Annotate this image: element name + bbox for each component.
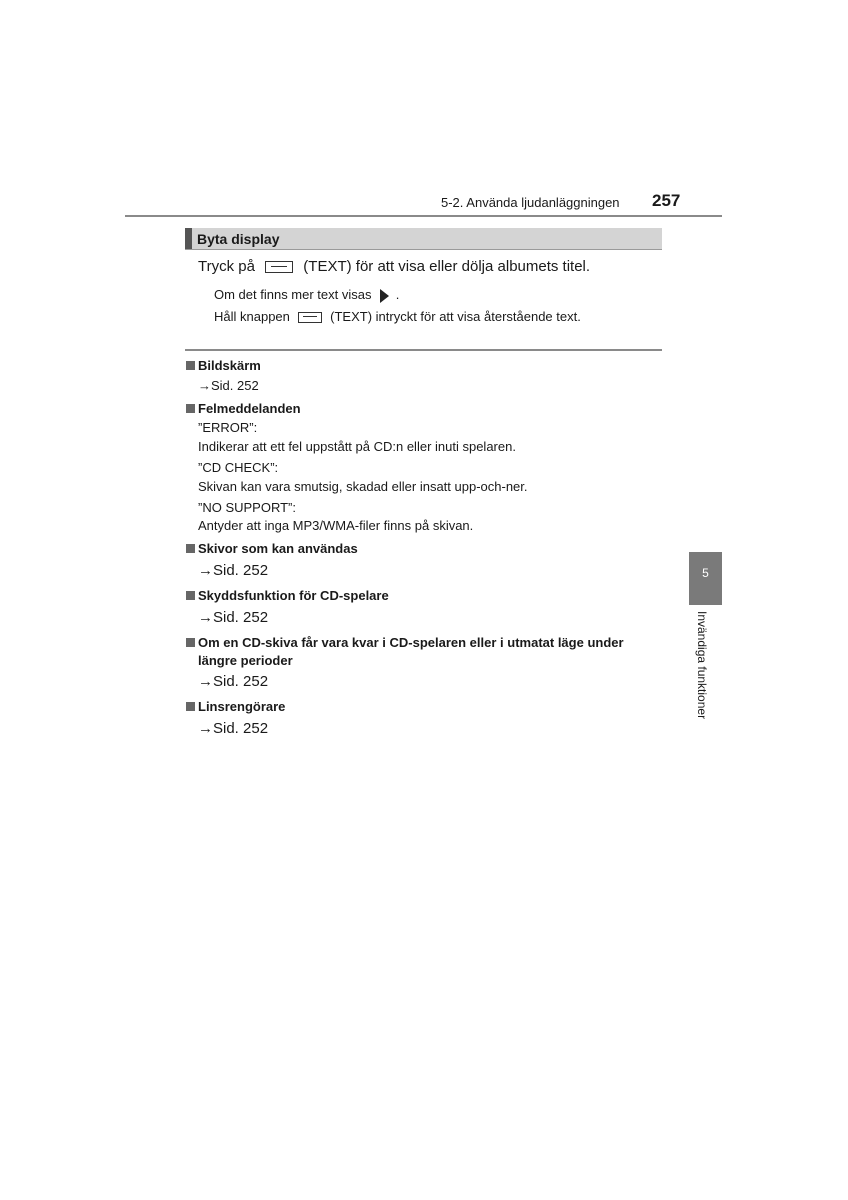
item-heading-bildskarm — [186, 358, 261, 373]
no-support-description: Antyder att inga MP3/WMA-filer finns på skivan. — [198, 518, 474, 533]
error-description: Indikerar att ett fel uppstått på CD:n eller inuti spelaren. — [198, 439, 516, 454]
running-header-section: 5-2. Använda ljudanläggningen — [441, 195, 620, 210]
note1-pre: Om det finns mer text visas — [214, 287, 372, 302]
instruction-post: (TEXT) för att visa eller dölja albumets titel. — [303, 258, 591, 275]
header-rule — [125, 215, 722, 217]
separator-rule — [185, 349, 662, 351]
text-button-icon — [298, 312, 322, 323]
note2-post: (TEXT) intryckt för att visa återstående text. — [330, 309, 581, 324]
section-title: Byta display — [197, 231, 280, 247]
cd-check-description: Skivan kan vara smutsig, skadad eller insatt upp-och-ner. — [198, 479, 528, 494]
play-triangle-icon — [380, 289, 389, 303]
section-underline — [185, 249, 662, 250]
item-title: Om en CD-skiva får vara kvar i CD-spelaren eller i utmatat läge under — [198, 635, 624, 650]
item-title: Skyddsfunktion för CD-spelare — [198, 588, 389, 603]
section-heading-accent — [185, 228, 192, 250]
item-heading-skivor — [186, 541, 358, 556]
square-bullet-icon — [186, 591, 195, 600]
no-support-code: ”NO SUPPORT”: — [198, 500, 296, 515]
item-heading-skyddsfunktion — [186, 588, 389, 603]
note1-post: . — [395, 287, 400, 302]
chapter-number: 5 — [702, 566, 709, 580]
item-title: Bildskärm — [198, 358, 261, 373]
square-bullet-icon — [186, 404, 195, 413]
note2-pre: Håll knappen — [214, 309, 290, 324]
page-reference: →Sid. 252 — [198, 673, 269, 690]
text-button-icon — [265, 261, 293, 273]
page-reference: →Sid. 252 — [198, 378, 259, 393]
item-heading-linsrengorare — [186, 699, 285, 714]
page-reference: →Sid. 252 — [198, 562, 269, 579]
note-more-text — [214, 287, 399, 303]
square-bullet-icon — [186, 702, 195, 711]
item-heading-felmeddelanden — [186, 401, 301, 416]
error-code: ”ERROR”: — [198, 420, 258, 435]
page-reference: →Sid. 252 — [198, 609, 269, 626]
item-title: Felmeddelanden — [198, 401, 301, 416]
instruction-text — [198, 258, 590, 275]
item-title-continued: längre perioder — [198, 653, 293, 668]
item-heading-cd-kvar — [186, 635, 624, 650]
square-bullet-icon — [186, 544, 195, 553]
square-bullet-icon — [186, 638, 195, 647]
page-reference: →Sid. 252 — [198, 720, 269, 737]
page-number: 257 — [652, 191, 681, 210]
cd-check-code: ”CD CHECK”: — [198, 460, 279, 475]
item-title: Linsrengörare — [198, 699, 286, 714]
item-title: Skivor som kan användas — [198, 541, 358, 556]
square-bullet-icon — [186, 361, 195, 370]
instruction-pre: Tryck på — [198, 258, 255, 275]
note-hold-button — [214, 309, 581, 324]
chapter-label: Invändiga funktioner — [695, 611, 709, 720]
